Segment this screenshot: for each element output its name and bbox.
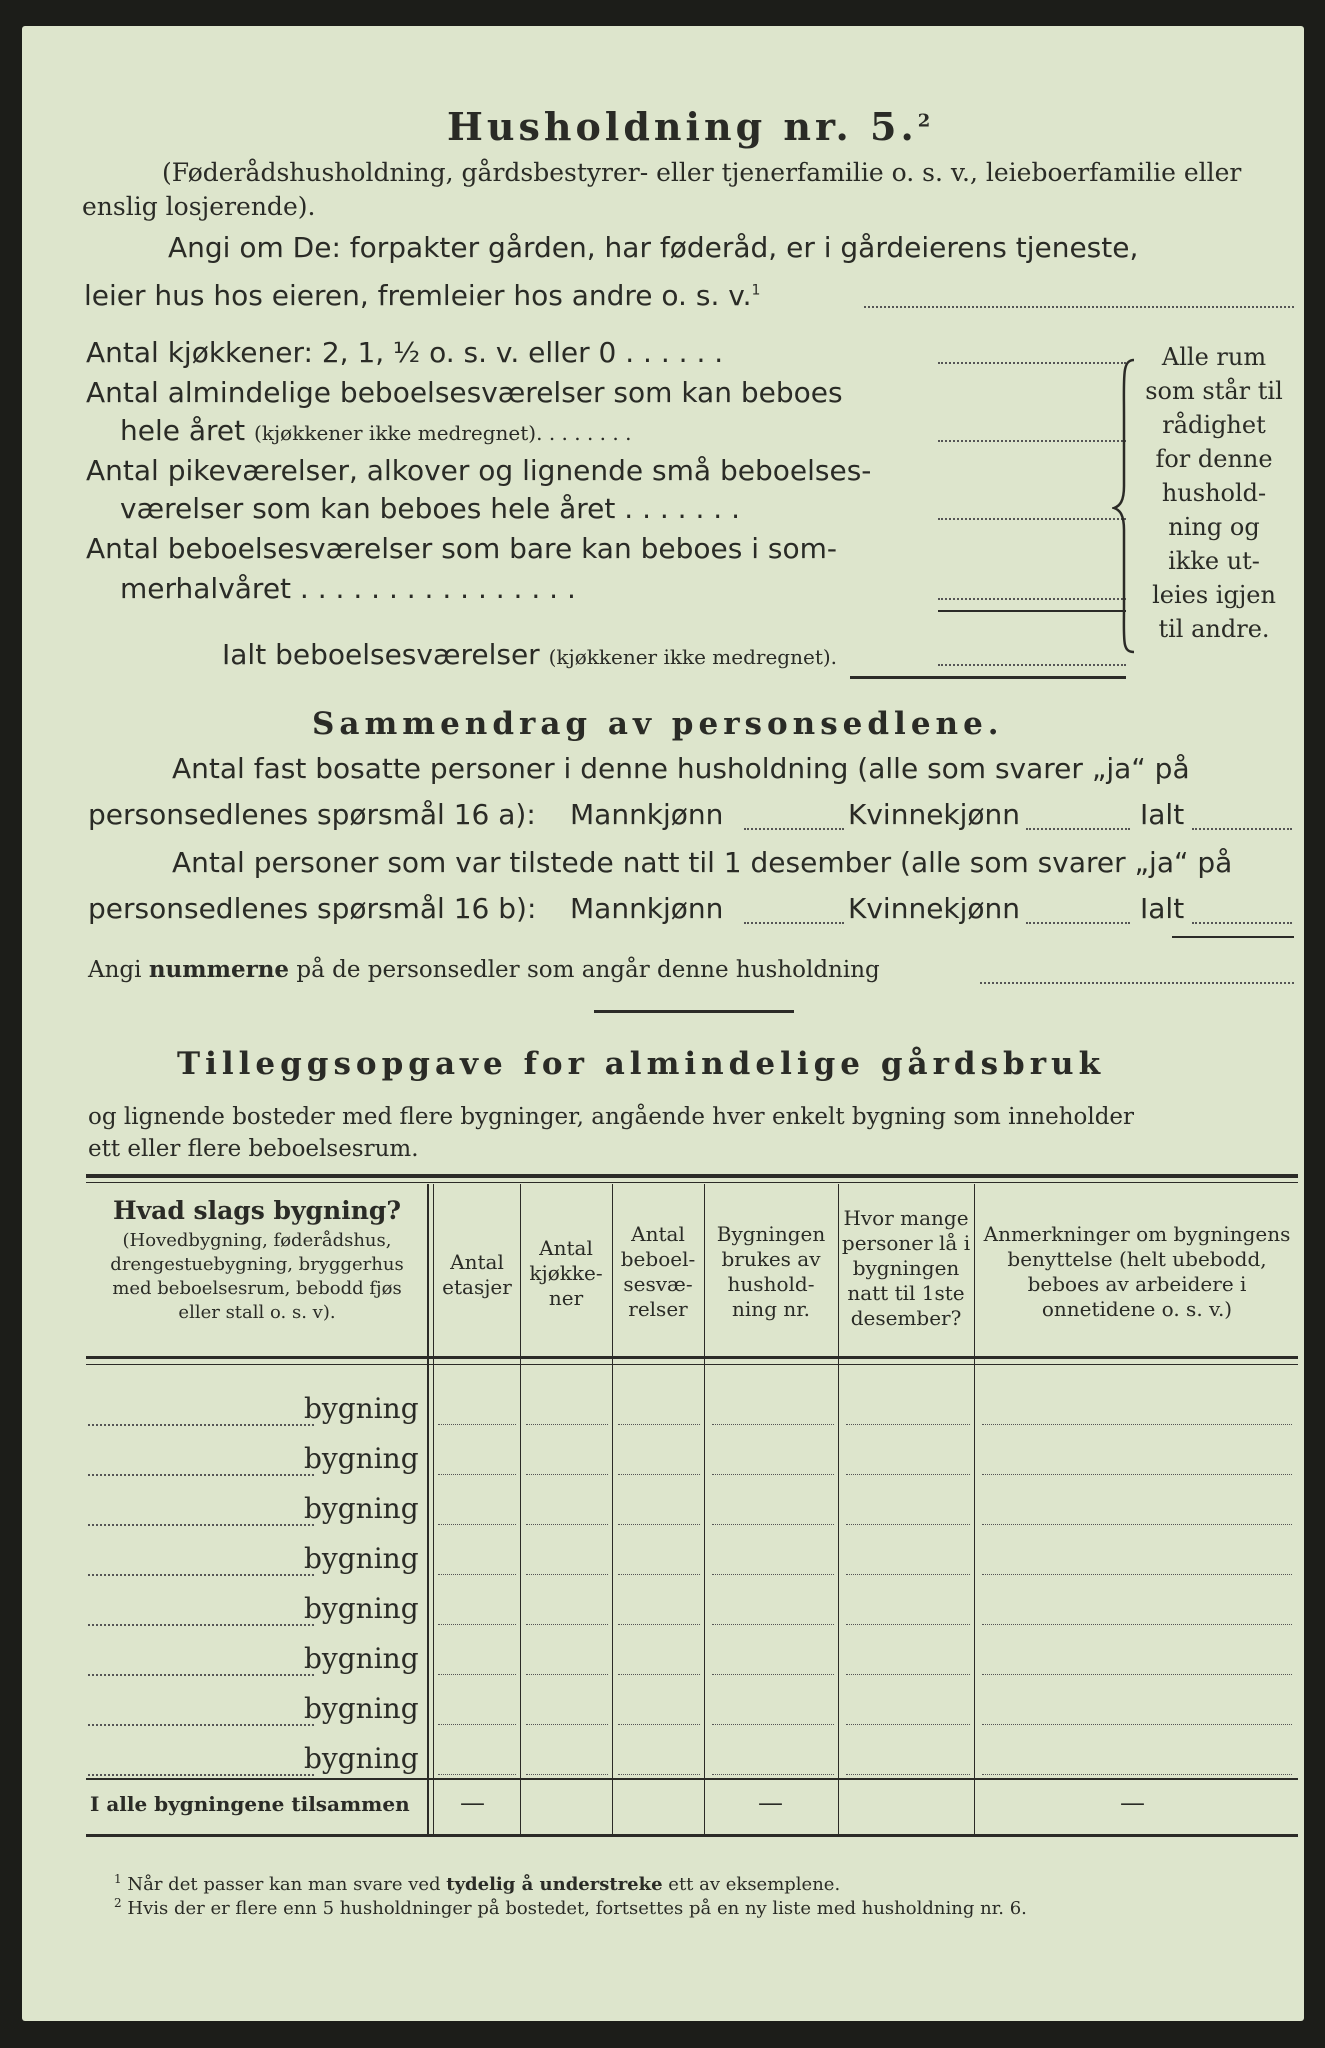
table-cell-field[interactable]	[982, 1724, 1292, 1725]
building-row-label: bygning	[304, 1392, 419, 1425]
footnote-2-number: 2	[114, 1896, 122, 1910]
table-cell-field[interactable]	[982, 1774, 1292, 1775]
building-type-field[interactable]	[88, 1474, 314, 1476]
present-female-field[interactable]	[1026, 922, 1130, 924]
building-type-field[interactable]	[88, 1624, 314, 1626]
table-col-divider	[433, 1184, 434, 1834]
numbers-bold: nummerne	[148, 956, 290, 983]
building-row-label: bygning	[304, 1592, 419, 1625]
footnote-1-pre: Når det passer kan man svare ved	[127, 1874, 441, 1895]
table-cell-field[interactable]	[526, 1624, 608, 1625]
table-col-divider	[612, 1184, 613, 1834]
table-cell-field[interactable]	[618, 1724, 700, 1725]
ordinary-rooms-line-1: Antal almindelige beboelsesværelser som kan beboes	[86, 376, 843, 409]
total-household-mark: —	[758, 1788, 783, 1817]
present-persons-line-1: Antal personer som var tilstede natt til 1 desember (alle som svarer „ja“ på	[172, 846, 1233, 879]
numbers-pre: Angi	[88, 957, 142, 983]
table-cell-field[interactable]	[846, 1674, 970, 1675]
summer-rooms-line-1: Antal beboelsesværelser som bare kan beboes i som-	[86, 532, 837, 565]
table-col-divider	[520, 1184, 521, 1834]
total-remarks-mark: —	[1120, 1788, 1145, 1817]
table-cell-field[interactable]	[982, 1524, 1292, 1525]
section-divider	[594, 1010, 794, 1013]
table-cell-field[interactable]	[846, 1474, 970, 1475]
subtitle-line-1: (Føderådshusholdning, gårdsbestyrer- eller tjenerfamilie o. s. v., leieboerfamilie eller	[162, 158, 1242, 187]
table-cell-field[interactable]	[526, 1574, 608, 1575]
ordinary-rooms-line-2	[120, 414, 631, 447]
table-cell-field[interactable]	[712, 1624, 834, 1625]
table-cell-field[interactable]	[438, 1674, 516, 1675]
side-note-line: for denne	[1155, 445, 1273, 473]
ordinary-rooms-answer-line[interactable]	[938, 440, 1126, 442]
present-male-label: Mannkjønn	[570, 892, 724, 925]
table-cell-field[interactable]	[712, 1524, 834, 1525]
building-row-label: bygning	[304, 1742, 419, 1775]
summary-heading: Sammendrag av personsedlene.	[312, 706, 1004, 742]
fixed-female-field[interactable]	[1026, 828, 1130, 830]
side-note-line: som står til	[1145, 377, 1283, 405]
side-note-line: til andre.	[1158, 615, 1270, 643]
building-type-field[interactable]	[88, 1674, 314, 1676]
building-row-label: bygning	[304, 1492, 419, 1525]
summer-rooms-sum-rule	[938, 610, 1126, 612]
table-cell-field[interactable]	[846, 1724, 970, 1725]
angi-line-1: Angi om De: forpakter gården, har føderåd, er i gårdeierens tjeneste,	[168, 231, 1139, 264]
present-total-underline	[1172, 936, 1294, 938]
footnote-2	[114, 1896, 1027, 1919]
table-cell-field[interactable]	[846, 1574, 970, 1575]
table-cell-field[interactable]	[846, 1524, 970, 1525]
title-footnote-mark: 2	[917, 110, 935, 132]
present-total-label: Ialt	[1140, 892, 1185, 925]
fixed-total-field[interactable]	[1192, 828, 1292, 830]
col-household-header: Bygningen brukes av hushold- ning nr.	[716, 1222, 826, 1321]
angi-footnote-mark: 1	[751, 282, 761, 299]
table-cell-field[interactable]	[526, 1424, 608, 1425]
side-note	[1134, 340, 1294, 646]
col-rooms-header: Antal beboel- sesvæ- relser	[620, 1222, 696, 1321]
table-cell-field[interactable]	[846, 1624, 970, 1625]
building-type-field[interactable]	[88, 1424, 314, 1426]
kitchens-answer-line[interactable]	[938, 362, 1126, 364]
table-col-divider	[974, 1184, 975, 1834]
fixed-male-field[interactable]	[744, 828, 844, 830]
table-cell-field[interactable]	[526, 1674, 608, 1675]
form-page	[22, 26, 1304, 2021]
footnote-1	[114, 1872, 840, 1895]
table-cell-field[interactable]	[982, 1574, 1292, 1575]
col-building-type-header	[92, 1196, 422, 1325]
supplement-intro-line-1: og lignende bosteder med flere bygninger, angående hver enkelt bygning som inneholder	[88, 1104, 1135, 1130]
total-row-label: I alle bygningene tilsammen	[90, 1792, 410, 1816]
table-body-rule	[86, 1778, 1298, 1780]
fixed-total-label: Ialt	[1140, 798, 1185, 831]
present-total-field[interactable]	[1192, 922, 1292, 924]
page-title	[447, 104, 934, 149]
table-cell-field[interactable]	[982, 1624, 1292, 1625]
present-persons-line-2: personsedlenes spørsmål 16 b):	[88, 892, 537, 925]
table-cell-field[interactable]	[438, 1424, 516, 1425]
table-cell-field[interactable]	[712, 1424, 834, 1425]
footnote-1-bold: tydelig å understreke	[446, 1874, 663, 1895]
fixed-male-label: Mannkjønn	[570, 798, 724, 831]
building-type-field[interactable]	[88, 1724, 314, 1726]
total-rooms-label	[222, 638, 837, 671]
present-female-label: Kvinnekjønn	[848, 892, 1021, 925]
building-row-label: bygning	[304, 1542, 419, 1575]
table-cell-field[interactable]	[438, 1774, 516, 1775]
table-cell-field[interactable]	[982, 1424, 1292, 1425]
side-note-line: hushold-	[1161, 479, 1267, 507]
building-type-field[interactable]	[88, 1574, 314, 1576]
building-row-label: bygning	[304, 1642, 419, 1675]
fixed-residents-line-1: Antal fast bosatte personer i denne husholdning (alle som svarer „ja“ på	[172, 752, 1190, 785]
summer-rooms-line-2: merhalvåret . . . . . . . . . . . . . . . .	[120, 572, 576, 605]
numbers-field[interactable]	[980, 982, 1294, 984]
building-row-label: bygning	[304, 1442, 419, 1475]
table-cell-field[interactable]	[618, 1474, 700, 1475]
footnote-2-text: Hvis der er flere enn 5 husholdninger på bostedet, fortsettes på en ny liste med husholdning nr. 6.	[127, 1898, 1027, 1919]
building-type-field[interactable]	[88, 1774, 314, 1776]
table-cell-field[interactable]	[438, 1574, 516, 1575]
table-cell-field[interactable]	[618, 1774, 700, 1775]
table-cell-field[interactable]	[618, 1624, 700, 1625]
table-col-divider	[427, 1184, 429, 1834]
table-cell-field[interactable]	[438, 1474, 516, 1475]
ordinary-rooms-note: (kjøkkener ikke medregnet). . . . . . . .	[254, 421, 632, 445]
summer-rooms-answer-line[interactable]	[938, 598, 1126, 600]
subtitle-line-2: enslig losjerende).	[82, 192, 316, 221]
total-rooms-note: (kjøkkener ikke medregnet).	[548, 645, 838, 669]
table-cell-field[interactable]	[618, 1574, 700, 1575]
table-cell-field[interactable]	[712, 1674, 834, 1675]
table-bottom-rule	[86, 1834, 1298, 1837]
supplement-intro-line-2: ett eller flere beboelsesrum.	[88, 1136, 419, 1162]
building-row-label: bygning	[304, 1692, 419, 1725]
footnote-1-number: 1	[114, 1872, 122, 1886]
present-male-field[interactable]	[744, 922, 844, 924]
table-cell-field[interactable]	[526, 1724, 608, 1725]
building-type-field[interactable]	[88, 1524, 314, 1526]
table-header-rule	[86, 1356, 1298, 1359]
title-text: Husholdning nr. 5.	[447, 104, 918, 149]
supplement-heading: Tilleggsopgave for almindelige gårdsbruk	[177, 1046, 1106, 1082]
table-cell-field[interactable]	[846, 1774, 970, 1775]
maid-rooms-line-1: Antal pikeværelser, alkover og lignende små beboelses-	[86, 454, 872, 487]
table-cell-field[interactable]	[438, 1724, 516, 1725]
table-cell-field[interactable]	[438, 1624, 516, 1625]
col-floors-header: Antal etasjer	[442, 1250, 512, 1299]
table-header-rule-thin	[86, 1364, 1298, 1365]
fixed-female-label: Kvinnekjønn	[848, 798, 1021, 831]
table-cell-field[interactable]	[526, 1774, 608, 1775]
col-remarks-header: Anmerkninger om bygningens benyttelse (helt ubebodd, beboes av arbeidere i onnetidene o. s. v.)	[983, 1222, 1291, 1321]
table-cell-field[interactable]	[618, 1524, 700, 1525]
table-top-rule-thin	[86, 1182, 1298, 1183]
side-note-line: leies igjen	[1152, 581, 1276, 609]
footnote-1-post: ett av eksemplene.	[668, 1874, 841, 1895]
col-kitchens-header: Antal kjøkke- ner	[529, 1236, 603, 1310]
table-cell-field[interactable]	[712, 1724, 834, 1725]
total-floors-mark: —	[460, 1788, 485, 1817]
numbers-post: på de personsedler som angår denne husholdning	[296, 957, 880, 983]
kitchens-label: Antal kjøkkener: 2, 1, ½ o. s. v. eller 0 . . . . . .	[86, 336, 724, 369]
table-cell-field[interactable]	[712, 1474, 834, 1475]
maid-rooms-answer-line[interactable]	[938, 518, 1126, 520]
col-persons-header: Hvor mange personer lå i bygningen natt til 1ste desember?	[841, 1206, 971, 1330]
table-cell-field[interactable]	[846, 1424, 970, 1425]
angi-line-2	[84, 279, 760, 312]
ordinary-rooms-line-2-text: hele året	[120, 414, 246, 447]
total-rooms-text: Ialt beboelsesværelser	[222, 638, 540, 671]
table-cell-field[interactable]	[712, 1774, 834, 1775]
angi-answer-line[interactable]	[864, 306, 1294, 308]
table-cell-field[interactable]	[618, 1424, 700, 1425]
fixed-residents-line-2: personsedlenes spørsmål 16 a):	[88, 798, 536, 831]
table-top-rule	[86, 1174, 1298, 1178]
table-cell-field[interactable]	[526, 1474, 608, 1475]
table-cell-field[interactable]	[618, 1674, 700, 1675]
total-rooms-underline	[850, 676, 1126, 679]
col-building-type-subtitle: (Hovedbygning, føderådshus, drengestuebygning, bryggerhus med beboelsesrum, bebodd fjøs eller stall o. s. v).	[110, 1230, 404, 1323]
table-cell-field[interactable]	[982, 1674, 1292, 1675]
table-cell-field[interactable]	[712, 1574, 834, 1575]
angi-line-2-text: leier hus hos eieren, fremleier hos andre o. s. v.	[84, 279, 752, 312]
side-note-line: ikke ut-	[1168, 547, 1260, 575]
table-cell-field[interactable]	[982, 1474, 1292, 1475]
table-col-divider	[838, 1184, 839, 1834]
numbers-label	[88, 956, 880, 983]
col-building-type-title: Hvad slags bygning?	[112, 1196, 402, 1225]
side-note-line: ning og	[1168, 513, 1260, 541]
table-cell-field[interactable]	[438, 1524, 516, 1525]
table-cell-field[interactable]	[526, 1524, 608, 1525]
side-note-line: rådighet	[1162, 411, 1266, 439]
total-rooms-answer-line[interactable]	[938, 664, 1126, 666]
side-note-line: Alle rum	[1161, 343, 1267, 371]
maid-rooms-line-2: værelser som kan beboes hele året . . . . . . .	[120, 492, 740, 525]
table-col-divider	[704, 1184, 705, 1834]
